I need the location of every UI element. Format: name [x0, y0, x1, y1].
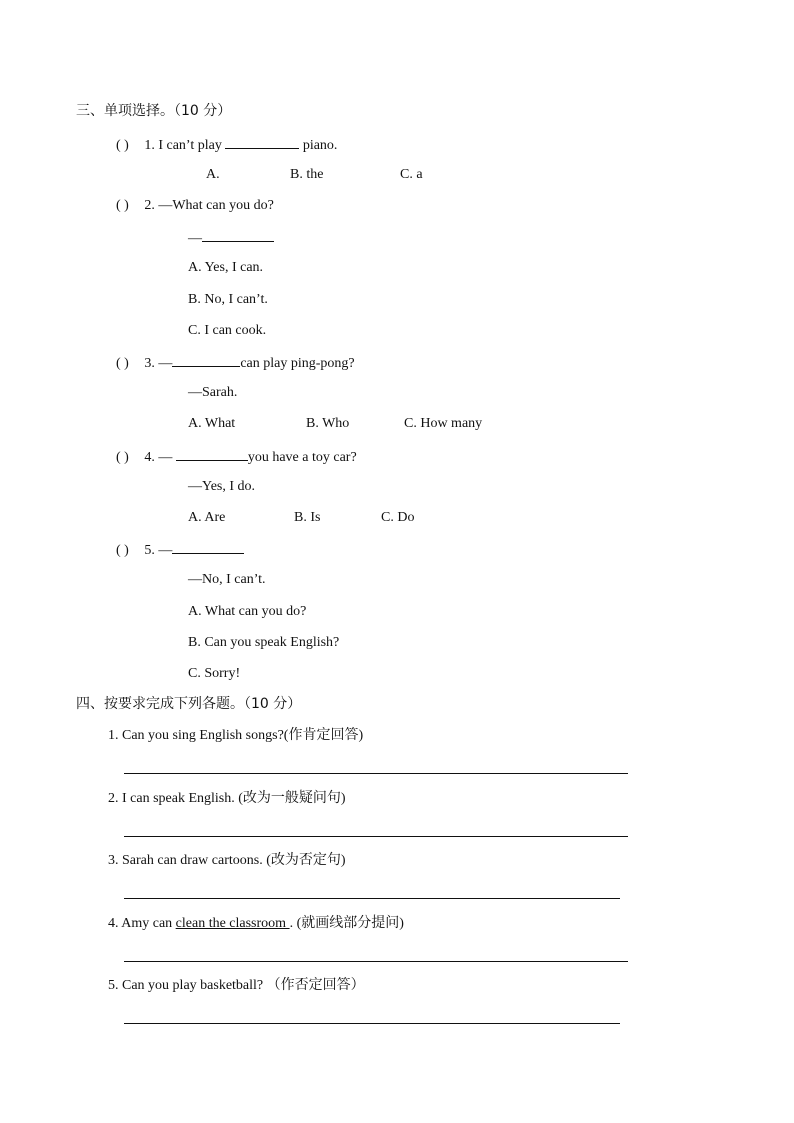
dash: — [158, 543, 173, 558]
question-number: 5. [144, 543, 155, 558]
fill-blank[interactable] [172, 540, 244, 554]
option-b: B. the [290, 167, 324, 182]
option-a: A. What [188, 416, 236, 431]
option-a: A. Are [188, 510, 226, 525]
answer-rule[interactable] [124, 898, 620, 899]
answer-rule[interactable] [124, 773, 628, 774]
question-stem-end: you have a toy car? [247, 450, 357, 465]
answer-line [188, 228, 274, 248]
dash: — [158, 356, 173, 371]
answer-bracket[interactable]: ( ) [116, 198, 129, 213]
reply: —Yes, I do. [188, 479, 256, 494]
section-4-heading: 四、按要求完成下列各题。（10 分） [76, 696, 302, 712]
option-c: C. How many [404, 416, 483, 431]
question-4 [116, 447, 357, 467]
answer-bracket[interactable]: ( ) [116, 543, 129, 558]
reply: —Sarah. [188, 385, 238, 400]
answer-bracket[interactable]: ( ) [116, 356, 129, 371]
dash: — [158, 450, 173, 465]
question-3 [116, 353, 355, 373]
option-b: B. Can you speak English? [188, 635, 340, 650]
question-number: 1. [144, 138, 155, 153]
option-a: A. Yes, I can. [188, 260, 264, 275]
answer-rule[interactable] [124, 836, 628, 837]
fill-blank[interactable] [225, 135, 299, 149]
question-number: 4. [144, 450, 155, 465]
option-c: C. Sorry! [188, 666, 241, 681]
option-c: C. Do [381, 510, 415, 525]
fill-blank[interactable] [176, 447, 248, 461]
option-c: C. I can cook. [188, 323, 267, 338]
task-4 [108, 915, 404, 933]
option-c: C. a [400, 167, 423, 182]
option-b: B. Is [294, 510, 321, 525]
question-number: 3. [144, 356, 155, 371]
underlined-phrase: clean the classroom [175, 916, 290, 931]
question-number: 2. [144, 198, 155, 213]
fill-blank[interactable] [202, 228, 274, 242]
task-2: 2. I can speak English. (改为一般疑问句) [108, 791, 346, 806]
reply: —No, I can’t. [188, 572, 266, 587]
option-b: B. No, I can’t. [188, 292, 268, 307]
option-a: A. [206, 167, 220, 182]
answer-bracket[interactable]: ( ) [116, 450, 129, 465]
fill-blank[interactable] [172, 353, 240, 367]
question-stem-end: piano. [302, 138, 338, 153]
answer-rule[interactable] [124, 1023, 620, 1024]
section-3-heading: 三、单项选择。（10 分） [76, 103, 232, 119]
task-3: 3. Sarah can draw cartoons. (改为否定句) [108, 853, 346, 868]
option-a: A. What can you do? [188, 604, 307, 619]
dash: — [188, 231, 202, 246]
task-4-instruction: . (就画线部分提问) [289, 916, 404, 931]
question-1 [116, 135, 337, 155]
question-stem-end: can play ping-pong? [240, 356, 355, 371]
task-4-text: 4. Amy can [108, 916, 176, 931]
question-2 [116, 197, 274, 215]
option-b: B. Who [306, 416, 350, 431]
answer-rule[interactable] [124, 961, 628, 962]
question-5 [116, 540, 244, 560]
question-stem: I can’t play [158, 138, 222, 153]
task-1: 1. Can you sing English songs?(作肯定回答) [108, 728, 364, 743]
answer-bracket[interactable]: ( ) [116, 138, 129, 153]
question-stem: —What can you do? [158, 198, 274, 213]
task-5: 5. Can you play basketball? （作否定回答） [108, 978, 365, 993]
